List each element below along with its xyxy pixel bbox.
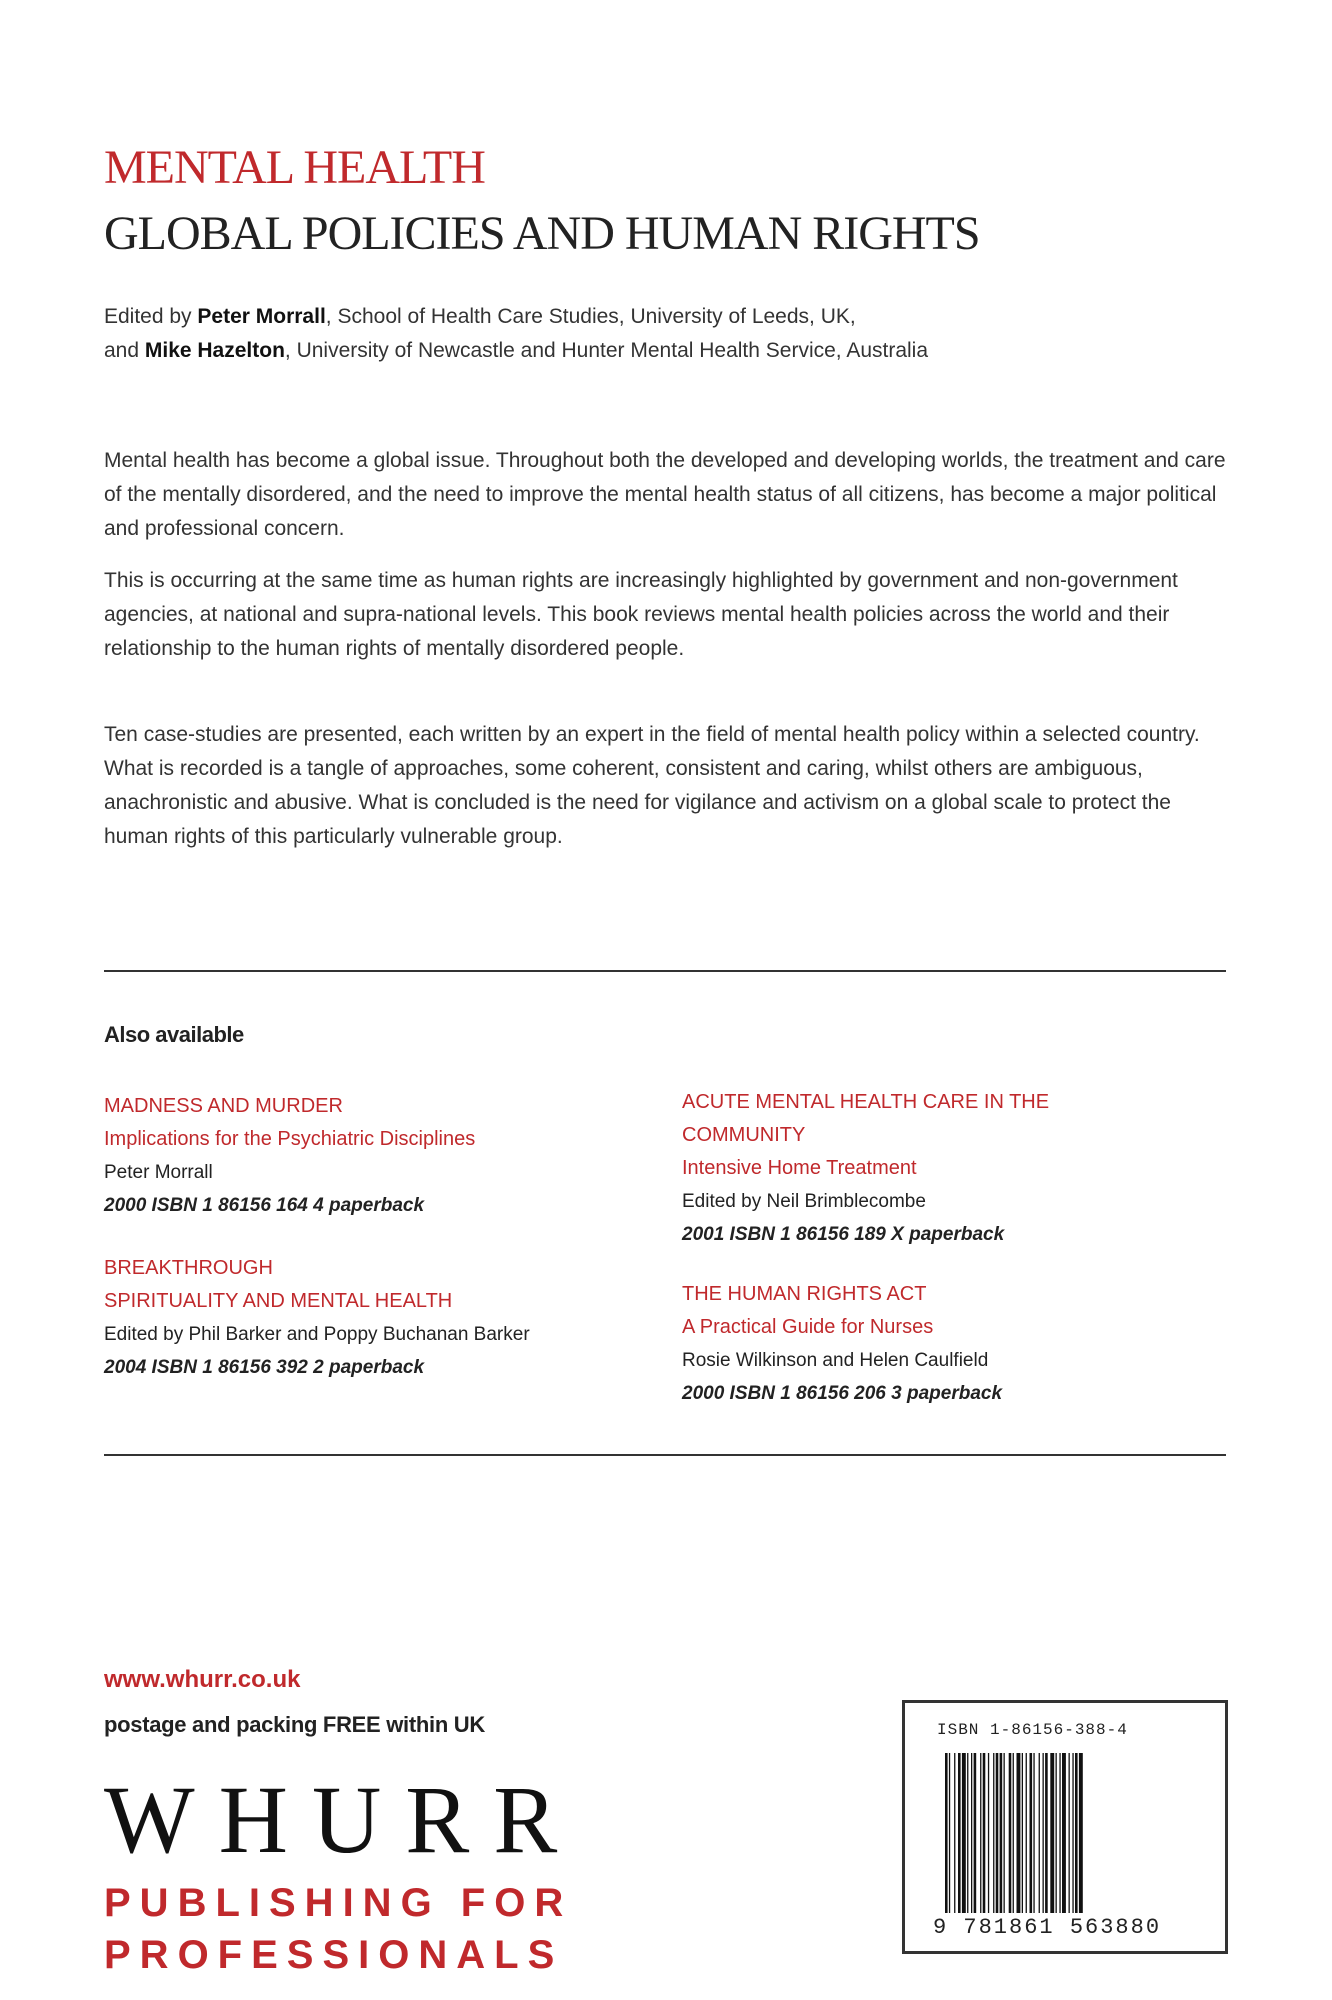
- barcode-bar: [1062, 1753, 1066, 1913]
- barcode-bar: [1069, 1753, 1070, 1913]
- listing-isbn: 2000 ISBN 1 86156 164 4 paperback: [104, 1195, 425, 1216]
- barcode-bar: [996, 1753, 999, 1913]
- editors-credit: Edited by Peter Morrall, School of Health Care Studies, University of Leeds, UK, and Mike Hazelton, University of Newcastle and Hunter Mental Health Service, Australia: [104, 305, 929, 362]
- description-paragraph: Mental health has become a global issue. Throughout both the developed and developing worlds, the treatment and care of the mentally disordered, and the need to improve the mental health status of all citizens, has become a major political and professional concern.: [104, 449, 1226, 540]
- barcode-box: [902, 1700, 1228, 1954]
- barcode-bar: [1009, 1753, 1012, 1913]
- listing-title: THE HUMAN RIGHTS ACT: [682, 1283, 927, 1305]
- listing-title: ACUTE MENTAL HEALTH CARE IN THE COMMUNITY: [682, 1091, 1050, 1146]
- barcode-bar: [1056, 1753, 1057, 1913]
- barcode-bar: [1004, 1753, 1005, 1913]
- publisher-tagline: PROFESSIONALS: [104, 1933, 564, 1977]
- book-listing: [104, 1252, 644, 1384]
- listing-subtitle: A Practical Guide for Nurses: [682, 1316, 934, 1338]
- barcode-bar: [1017, 1753, 1021, 1913]
- listing-author: Edited by Neil Brimblecombe: [682, 1191, 926, 1212]
- editor-name: Peter Morrall: [197, 305, 326, 328]
- barcode-isbn: ISBN 1-86156-388-4: [937, 1721, 1128, 1739]
- barcode-bar: [1043, 1753, 1044, 1913]
- editor-name: Mike Hazelton: [144, 339, 285, 362]
- barcode-bar: [980, 1753, 981, 1913]
- publisher-logo: WHURR: [104, 1766, 582, 1873]
- book-subtitle: GLOBAL POLICIES AND HUMAN RIGHTS: [104, 207, 980, 260]
- postage-note: postage and packing FREE within UK: [104, 1712, 485, 1737]
- barcode-bar: [1013, 1753, 1014, 1913]
- barcode-bar: [1045, 1753, 1048, 1913]
- barcode-bar: [1026, 1753, 1027, 1913]
- publisher-tagline: PUBLISHING FOR: [104, 1881, 573, 1925]
- barcode-bar: [958, 1753, 961, 1913]
- listing-author: Rosie Wilkinson and Helen Caulfield: [682, 1350, 989, 1371]
- barcode-bar: [949, 1753, 950, 1913]
- barcode-digits: 9 781861 563880: [933, 1915, 1162, 1940]
- divider: [104, 970, 1226, 972]
- barcode-bar: [993, 1753, 994, 1913]
- barcode-bar: [1039, 1753, 1040, 1913]
- listing-author: Peter Morrall: [104, 1162, 213, 1183]
- listing-isbn: 2004 ISBN 1 86156 392 2 paperback: [104, 1357, 425, 1378]
- listing-title: BREAKTHROUGH: [104, 1257, 273, 1279]
- barcode-bar: [1059, 1753, 1060, 1913]
- listing-subtitle: Intensive Home Treatment: [682, 1157, 917, 1179]
- barcode-bar: [1072, 1753, 1073, 1913]
- barcode-bar: [974, 1753, 977, 1913]
- listing-subtitle: SPIRITUALITY AND MENTAL HEALTH: [104, 1290, 453, 1312]
- barcode-bar: [1022, 1753, 1023, 1913]
- book-listing: [682, 1086, 1222, 1251]
- barcode-bar: [1033, 1753, 1034, 1913]
- book-title: MENTAL HEALTH: [104, 141, 485, 194]
- description-paragraph: Ten case-studies are presented, each written by an expert in the field of mental health policy within a selected country. What is recorded is a tangle of approaches, some coherent, consistent and caring, whilst others are ambiguous, anachronistic and abusive. What is concluded is the need for vigilance and activism on a global scale to protect the human rights of this particularly vulnerable group.: [104, 723, 1200, 848]
- barcode-bar: [1075, 1753, 1078, 1913]
- listing-author: Edited by Phil Barker and Poppy Buchanan Barker: [104, 1324, 530, 1345]
- barcode-bar: [988, 1753, 989, 1913]
- description-paragraph: This is occurring at the same time as human rights are increasingly highlighted by government and non-government agencies, at national and supra-national levels. This book reviews mental health policies across the world and their relationship to the human rights of mentally disordered people.: [104, 569, 1178, 660]
- website-link[interactable]: www.whurr.co.uk: [104, 1666, 301, 1693]
- barcode-bar: [962, 1753, 966, 1913]
- book-listing: [682, 1278, 1222, 1410]
- barcode-bar: [983, 1753, 986, 1913]
- barcode-bar: [1000, 1753, 1003, 1913]
- also-available-heading: Also available: [104, 1022, 244, 1047]
- barcode-bar: [945, 1753, 948, 1913]
- barcode-bar: [1030, 1753, 1033, 1913]
- barcode-bar: [1050, 1753, 1054, 1913]
- listing-title: MADNESS AND MURDER: [104, 1095, 343, 1117]
- barcode-bar: [954, 1753, 955, 1913]
- book-listing: [104, 1090, 644, 1222]
- divider: [104, 1454, 1226, 1456]
- barcode-bar: [971, 1753, 972, 1913]
- barcode-bar: [1079, 1753, 1083, 1913]
- listing-isbn: 2001 ISBN 1 86156 189 X paperback: [682, 1224, 1005, 1245]
- barcode-icon: [945, 1753, 1185, 1913]
- barcode-bar: [967, 1753, 968, 1913]
- listing-isbn: 2000 ISBN 1 86156 206 3 paperback: [682, 1383, 1003, 1404]
- listing-subtitle: Implications for the Psychiatric Disciplines: [104, 1128, 476, 1150]
